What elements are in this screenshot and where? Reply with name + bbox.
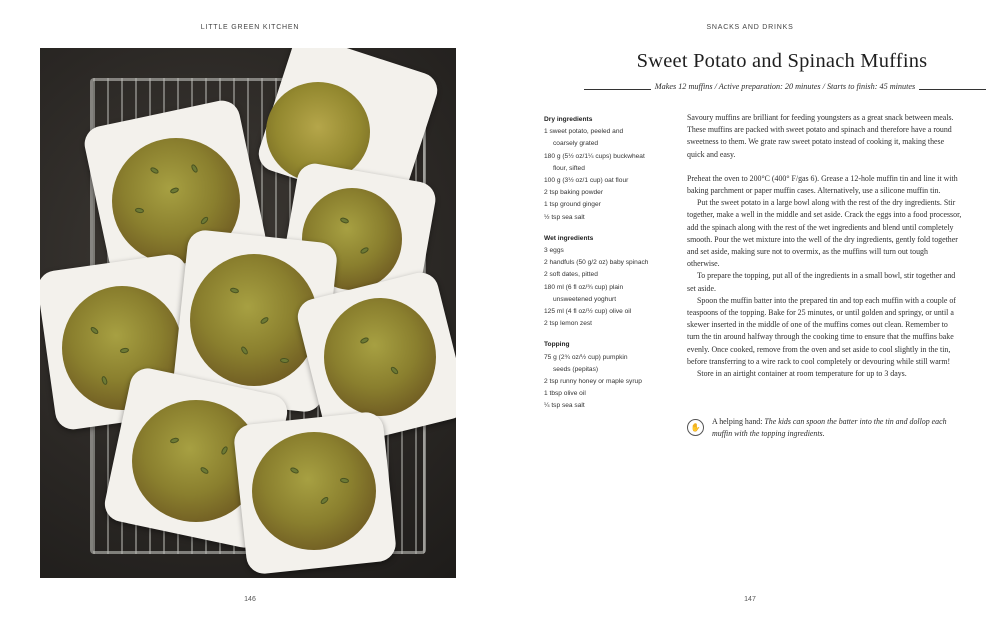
method-text [687,112,962,380]
ingredient-group [544,114,674,224]
ingredient-item: ¼ tsp sea salt [544,402,585,410]
ingredient-item: seeds (pepitas) [553,365,599,373]
helping-hand-label: A helping hand: [712,417,763,426]
running-head-left: LITTLE GREEN KITCHEN [200,24,300,31]
ingredient-item: 2 tsp lemon zest [544,320,593,328]
ingredient-item: 3 eggs [544,247,564,255]
ingredient-group [544,339,674,412]
page-number-right: 147 [744,596,756,603]
method-step: Spoon the muffin batter into the prepared tin and top each muffin with a couple of teaspoons of the topping. Bake for 25 minutes, or until golden and springy, or until a skewer inserted in the middle of one of the muffins comes out clean. Remember to turn the tin around halfway through the cooking time to ensure that the muffins bake evenly. Once cooked, remove from the oven and set aside to cool slightly in the tin, before transferring to a wire rack to cool completely or devouring while still warm! [687,295,956,366]
ingredient-item: unsweetened yoghurt [553,295,617,303]
ingredient-item: 180 ml (6 fl oz/¾ cup) plain [544,283,624,291]
ingredient-item: flour, sifted [553,164,585,172]
helping-hand-note [687,416,962,440]
ingredient-item: 1 sweet potato, peeled and [544,128,624,136]
ingredient-group-heading: Dry ingredients [544,116,593,123]
ingredient-item: 2 soft dates, pitted [544,271,598,279]
intro-paragraph: Savoury muffins are brilliant for feeding youngsters as a great snack between meals. These muffins are packed with sweet potato and spinach and therefore have a round sweetness to them. We grate raw sweet potato instead of cooking it, making these quick and easy. [687,113,954,159]
ingredient-group [544,233,674,331]
ingredient-item: 125 ml (4 fl oz/½ cup) olive oil [544,308,632,316]
ingredient-item: 2 tsp runny honey or maple syrup [544,378,642,386]
page-number-left: 146 [244,596,256,603]
right-page [500,0,1000,626]
ingredient-item: 2 handfuls (50 g/2 oz) baby spinach [544,259,649,267]
ingredients-list [544,114,674,422]
ingredient-item: 1 tsp ground ginger [544,201,601,209]
method-step: Store in an airtight container at room temperature for up to 3 days. [697,369,907,379]
ingredient-item: 180 g (5½ oz/1¼ cups) buckwheat [544,152,645,160]
method-step: Preheat the oven to 200°C (400° F/gas 6). Grease a 12-hole muffin tin and line it with baking parchment or paper muffin cases. Alternatively, use a silicone muffin tin. [687,173,958,196]
hand-icon: ✋ [687,419,704,436]
running-head-right: SNACKS AND DRINKS [706,24,794,31]
meta-text: Makes 12 muffins / Active preparation: 20 minutes / Starts to finish: 45 minutes [651,82,919,91]
ingredient-item: coarsely grated [553,140,599,148]
method-step: To prepare the topping, put all of the ingredients in a small bowl, stir together and set aside. [687,271,956,293]
recipe-meta [584,82,986,96]
ingredient-group-heading: Wet ingredients [544,234,594,242]
helping-hand-text: The kids can spoon the batter into the tin and dollop each muffin with the topping ingredients. [712,417,947,439]
ingredient-group-heading: Topping [544,341,570,349]
muffins-photo [40,48,456,578]
ingredient-item: 2 tsp baking powder [544,189,604,197]
recipe-title: Sweet Potato and Spinach Muffins [636,50,928,72]
ingredient-item: 100 g (3½ oz/1 cup) oat flour [544,177,629,185]
ingredient-item: 1 tbsp olive oil [544,390,586,398]
ingredient-item: ½ tsp sea salt [544,213,585,221]
method-step: Put the sweet potato in a large bowl along with the rest of the dry ingredients. Stir together, make a well in the middle and set aside. Crack the eggs into a food processor, add the spinach along with the rest of the wet ingredients and blend until completely smooth. Pour the wet mixture into the well of the dry ingredients, gently fold together and set aside, making sure not to overmix, as the muffins will turn out tough otherwise. [687,198,962,269]
ingredient-item: 75 g (2¾ oz/½ cup) pumpkin [544,353,628,361]
